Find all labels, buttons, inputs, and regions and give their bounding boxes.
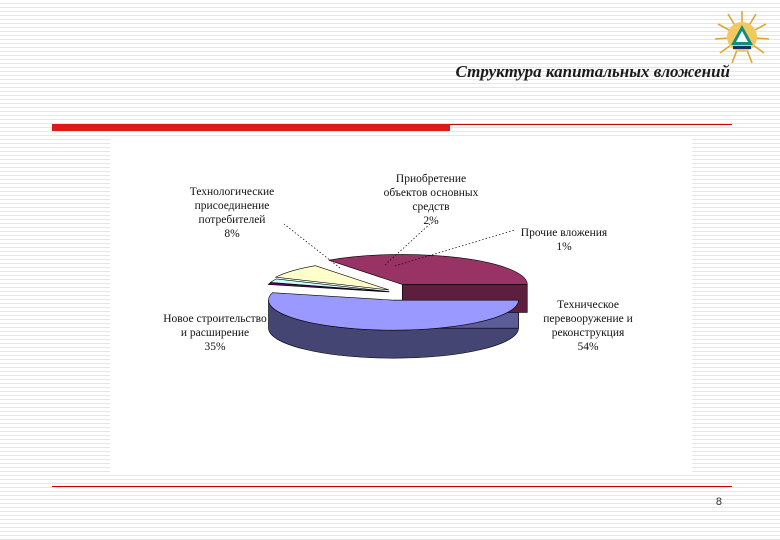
slice-label-line: присоединение (194, 200, 270, 212)
slice-label-line: реконструкция (551, 327, 625, 339)
slice-percent-label: 2% (423, 215, 439, 227)
slide-title: Структура капитальных вложений (455, 62, 730, 81)
bottom-divider (52, 486, 732, 487)
slice-percent-label: 35% (204, 341, 226, 353)
slice-percent-label: 1% (556, 241, 572, 253)
slice-label-0 (518, 298, 658, 354)
slice-label-3 (172, 185, 292, 241)
leader-line-3 (284, 224, 340, 268)
slice-percent-label: 8% (224, 228, 240, 240)
slice-label-line: объектов основных (383, 187, 479, 199)
slice-label-line: Новое строительство (163, 313, 267, 325)
slice-label-1 (508, 226, 620, 254)
slice-label-line: Приобретение (395, 173, 467, 185)
slice-label-line: средств (412, 201, 450, 213)
slice-label-line: Прочие вложения (520, 227, 608, 239)
slice-label-line: Технологические (189, 186, 275, 198)
slice-label-2 (368, 172, 494, 228)
slice-label-4 (150, 312, 280, 354)
slice-label-line: Техническое (557, 299, 619, 311)
pie-chart (110, 138, 692, 474)
page-number: 8 (715, 496, 722, 508)
company-logo-icon (712, 8, 772, 66)
slice-percent-label: 54% (577, 341, 599, 353)
accent-bar (52, 124, 450, 131)
slice-label-line: потребителей (198, 214, 266, 226)
slice-label-line: и расширение (180, 327, 250, 339)
slice-label-line: перевооружение и (543, 313, 633, 325)
